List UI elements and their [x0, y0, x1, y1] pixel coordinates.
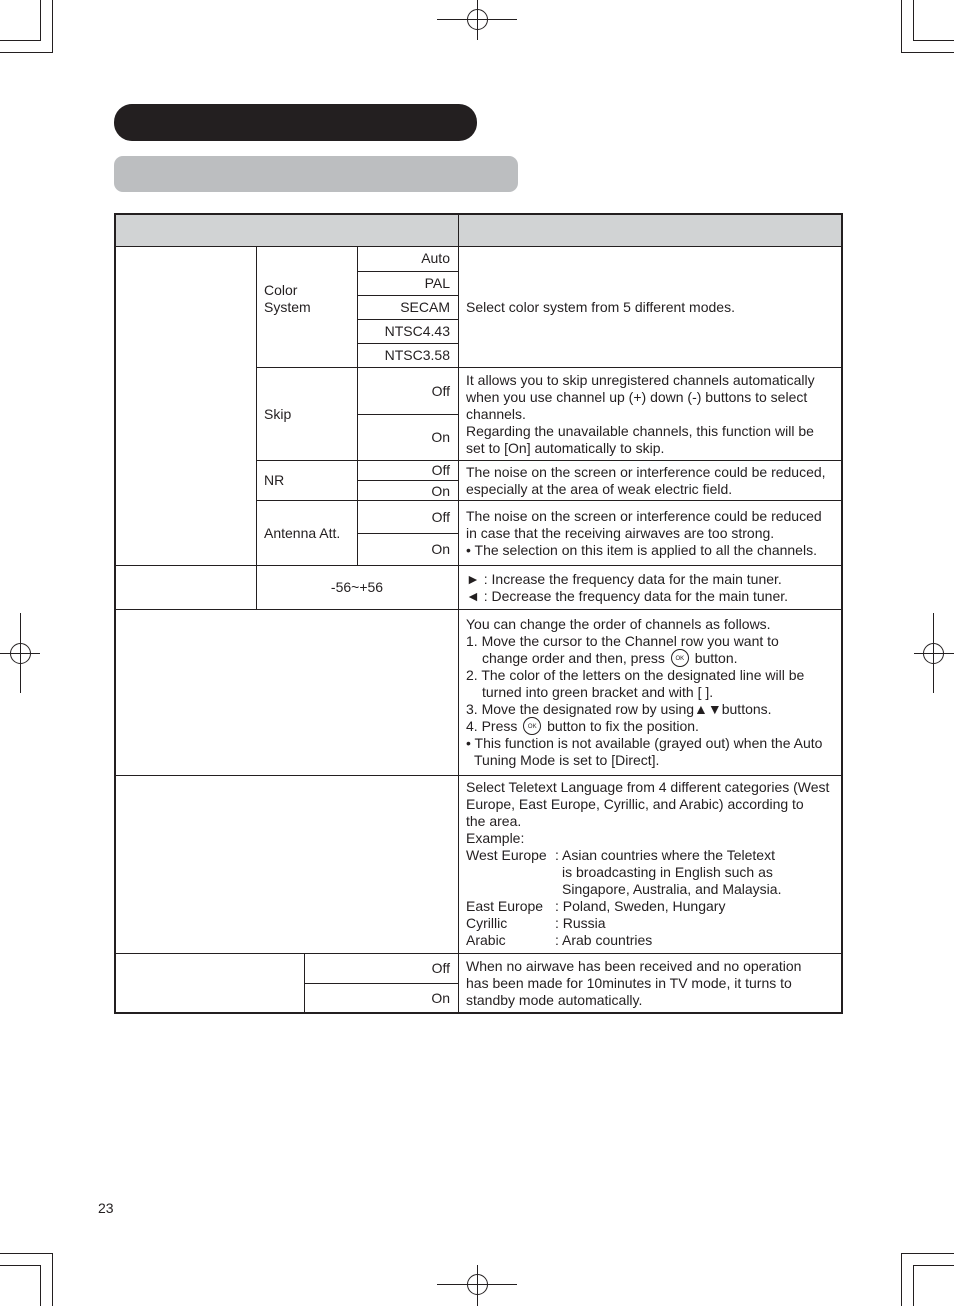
nr-description: The noise on the screen or interference could be reduced, especially at the area of weak electric field.: [466, 464, 826, 497]
fine-tune-description: ► : Increase the frequency data for the main tuner. ◄ : Decrease the frequency data for the main tuner.: [466, 571, 789, 604]
section-title-bar: [114, 104, 477, 141]
nr-label: NR: [264, 472, 285, 488]
nr-off: Off: [431, 462, 450, 478]
standby-on: On: [431, 990, 450, 1006]
color-system-description: Select color system from 5 different modes.: [466, 299, 735, 315]
table-header: [114, 213, 843, 246]
color-option-pal: PAL: [424, 275, 450, 291]
color-option-ntsc358: NTSC3.58: [384, 347, 450, 363]
standby-off: Off: [431, 960, 450, 976]
standby-description: When no airwave has been received and no operation has been made for 10minutes in TV mode, it turns to standby mode automatically.: [466, 958, 802, 1008]
page-number: 23: [98, 1200, 114, 1216]
settings-table: [114, 213, 843, 1014]
subsection-title-bar: [114, 156, 518, 192]
antenna-off: Off: [431, 509, 450, 525]
color-system-label: Color System: [264, 282, 311, 315]
ok-button-icon: OK: [523, 717, 541, 735]
nr-on: On: [431, 483, 450, 499]
skip-label: Skip: [264, 406, 292, 422]
teletext-description: Select Teletext Language from 4 different categories (West Europe, East Europe, Cyrillic, and Arabic) according to the area. Example: West Europe : Asian countries where the Teletext is broadcasting in English such as Singapore, Australia, and Malaysia. East Europe : Poland, Sweden, Hungary Cyrillic : Russia Arabic : Arab countries: [466, 779, 830, 948]
ok-button-icon: OK: [671, 649, 689, 667]
antenna-on: On: [431, 541, 450, 557]
color-option-ntsc443: NTSC4.43: [384, 323, 450, 339]
antenna-att-label: Antenna Att.: [264, 525, 341, 541]
skip-off: Off: [431, 383, 450, 399]
sort-description: You can change the order of channels as follows. 1. Move the cursor to the Channel row you want to change order and then, press OK button. 2. The color of the letters on the designated line will be turned into green bracket and with [ ]. 3. Move the designated row by using▲▼buttons. 4. Press OK button to fix the position. • This function is not available (grayed out) when the Auto Tuning Mode is set to [Direct].: [466, 616, 823, 768]
color-option-auto: Auto: [421, 250, 450, 266]
skip-on: On: [431, 429, 450, 445]
skip-description: It allows you to skip unregistered channels automatically when you use channel up (+) down (-) buttons to select channels. Regarding the unavailable channels, this function will be set to [On] automatically to skip.: [466, 372, 815, 456]
color-option-secam: SECAM: [400, 299, 450, 315]
antenna-description: The noise on the screen or interference could be reduced in case that the receiving airwaves are too strong. • The selection on this item is applied to all the channels.: [466, 508, 822, 558]
fine-tune-range: -56~+56: [330, 579, 384, 595]
